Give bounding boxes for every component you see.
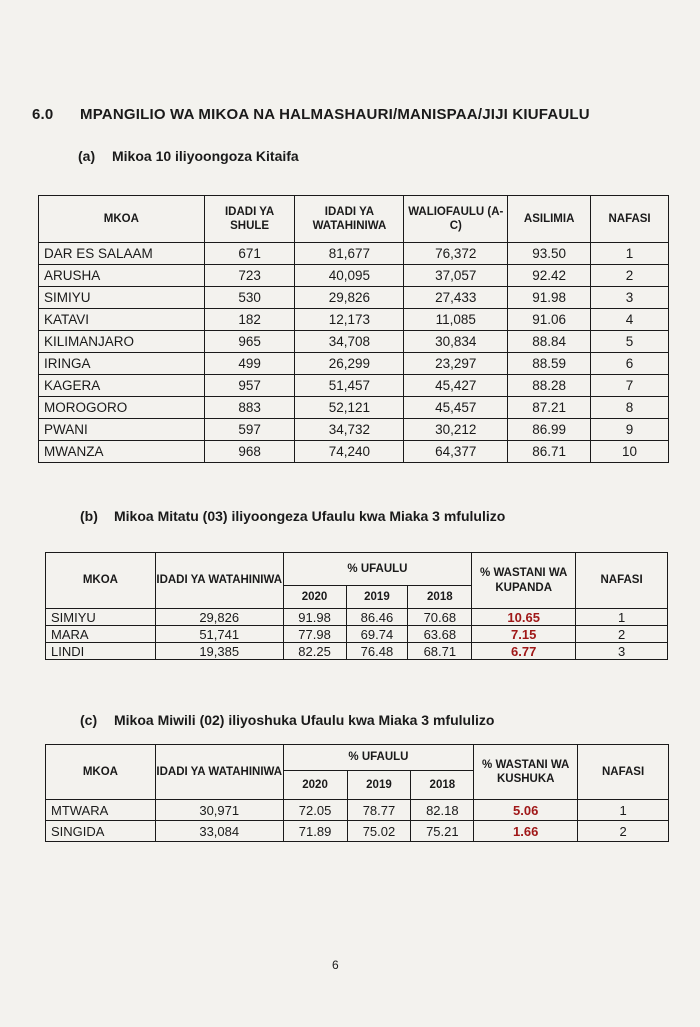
table-cell: 40,095 [295,265,404,287]
table-cell: 69.74 [346,626,408,643]
header-year: 2020 [283,771,347,800]
subsection-label: (a) [78,148,96,164]
table-cell: 23,297 [404,353,508,375]
table-cell: 30,212 [404,419,508,441]
table-cell: 92.42 [508,265,591,287]
table-cell: 64,377 [404,441,508,463]
table-cell: 81,677 [295,243,404,265]
table-cell: 27,433 [404,287,508,309]
section-title: MPANGILIO WA MIKOA NA HALMASHAURI/MANISPAA/JIJI KIUFAULU [80,106,590,123]
region-name-cell: PWANI [39,419,205,441]
table-cell: 86.99 [508,419,591,441]
table-cell: 968 [204,441,295,463]
table-cell: 1 [578,800,669,821]
table-cell: 1.66 [474,821,578,842]
table-cell: 530 [204,287,295,309]
header-nafasi: NAFASI [578,745,669,800]
table-row [46,643,668,660]
table-row [39,397,669,419]
table-cell: 2 [576,626,668,643]
table-cell: 182 [204,309,295,331]
table-cell: 10 [591,441,669,463]
region-name-cell: SIMIYU [39,287,205,309]
table-header-row [39,196,669,243]
region-name-cell: IRINGA [39,353,205,375]
table-cell: 10.65 [472,609,576,626]
region-name-cell: SIMIYU [46,609,156,626]
table-cell: 82.25 [283,643,346,660]
table-cell: 30,834 [404,331,508,353]
region-name-cell: DAR ES SALAAM [39,243,205,265]
table-cell: 6.77 [472,643,576,660]
table-cell: 965 [204,331,295,353]
table-cell: 72.05 [283,800,347,821]
table-cell: 70.68 [408,609,472,626]
table-row [39,287,669,309]
header-cell: WALIOFAULU (A-C) [404,196,508,243]
table-cell: 63.68 [408,626,472,643]
table-cell: 7.15 [472,626,576,643]
table-cell: 82.18 [411,800,474,821]
table-row [39,419,669,441]
table-cell: 499 [204,353,295,375]
table-cell: 30,971 [155,800,283,821]
subsection-text: Mikoa Miwili (02) iliyoshuka Ufaulu kwa Miaka 3 mfululizo [114,712,495,728]
region-name-cell: MTWARA [46,800,156,821]
table-cell: 91.98 [283,609,346,626]
header-cell: IDADI YA SHULE [204,196,295,243]
region-name-cell: MOROGORO [39,397,205,419]
header-wastani: % WASTANI WA KUSHUKA [474,745,578,800]
subsection-label: (c) [80,712,98,728]
region-name-cell: KATAVI [39,309,205,331]
table-cell: 86.46 [346,609,408,626]
table-cell: 45,427 [404,375,508,397]
table-row [46,821,669,842]
table-cell: 26,299 [295,353,404,375]
table-cell: 4 [591,309,669,331]
declined-regions-table [45,744,669,842]
table-cell: 34,708 [295,331,404,353]
table-cell: 7 [591,375,669,397]
table-row [39,353,669,375]
header-year: 2018 [411,771,474,800]
subsection-b-title [80,508,505,524]
table-cell: 957 [204,375,295,397]
subsection-a-title [78,148,299,164]
table-cell: 68.71 [408,643,472,660]
subsection-text: Mikoa 10 iliyoongoza Kitaifa [112,148,299,164]
header-idadi: IDADI YA WATAHINIWA [155,745,283,800]
header-idadi: IDADI YA WATAHINIWA [155,553,283,609]
top-regions-table [38,195,669,463]
table-cell: 74,240 [295,441,404,463]
table-cell: 91.06 [508,309,591,331]
table-cell: 3 [591,287,669,309]
header-year: 2019 [347,771,411,800]
table-cell: 75.02 [347,821,411,842]
table-cell: 71.89 [283,821,347,842]
table-row [39,375,669,397]
table-row [46,609,668,626]
region-name-cell: MARA [46,626,156,643]
region-name-cell: ARUSHA [39,265,205,287]
table-cell: 29,826 [155,609,283,626]
table-cell: 3 [576,643,668,660]
improved-regions-table [45,552,668,660]
table-cell: 597 [204,419,295,441]
region-name-cell: MWANZA [39,441,205,463]
table-cell: 12,173 [295,309,404,331]
region-name-cell: SINGIDA [46,821,156,842]
table-cell: 5 [591,331,669,353]
header-wastani: % WASTANI WA KUPANDA [472,553,576,609]
table-cell: 76.48 [346,643,408,660]
section-heading [32,106,590,123]
table-cell: 9 [591,419,669,441]
table-cell: 2 [578,821,669,842]
table-cell: 88.59 [508,353,591,375]
table-cell: 883 [204,397,295,419]
table-row [39,309,669,331]
table-cell: 86.71 [508,441,591,463]
table-cell: 77.98 [283,626,346,643]
header-year: 2018 [408,586,472,609]
table-cell: 1 [576,609,668,626]
header-cell: NAFASI [591,196,669,243]
table-cell: 51,741 [155,626,283,643]
table-cell: 34,732 [295,419,404,441]
header-year: 2019 [346,586,408,609]
table-row [39,243,669,265]
table-row [39,331,669,353]
table-row [46,800,669,821]
table-cell: 723 [204,265,295,287]
region-name-cell: KILIMANJARO [39,331,205,353]
table-cell: 93.50 [508,243,591,265]
region-name-cell: KAGERA [39,375,205,397]
table-cell: 76,372 [404,243,508,265]
table-cell: 88.84 [508,331,591,353]
table-cell: 19,385 [155,643,283,660]
table-cell: 5.06 [474,800,578,821]
table-cell: 37,057 [404,265,508,287]
table-row [39,441,669,463]
table-cell: 33,084 [155,821,283,842]
header-cell: IDADI YA WATAHINIWA [295,196,404,243]
table-cell: 8 [591,397,669,419]
header-nafasi: NAFASI [576,553,668,609]
table-cell: 45,457 [404,397,508,419]
table-cell: 29,826 [295,287,404,309]
table-cell: 52,121 [295,397,404,419]
header-cell: ASILIMIA [508,196,591,243]
table-cell: 75.21 [411,821,474,842]
table-cell: 91.98 [508,287,591,309]
subsection-text: Mikoa Mitatu (03) iliyoongeza Ufaulu kwa Miaka 3 mfululizo [114,508,506,524]
header-ufaulu: % UFAULU [283,553,472,586]
table-row [39,265,669,287]
subsection-c-title [80,712,494,728]
table-cell: 6 [591,353,669,375]
table-row [46,626,668,643]
subsection-label: (b) [80,508,98,524]
region-name-cell: LINDI [46,643,156,660]
table-cell: 2 [591,265,669,287]
table-cell: 11,085 [404,309,508,331]
header-cell: MKOA [39,196,205,243]
header-mkoa: MKOA [46,553,156,609]
header-mkoa: MKOA [46,745,156,800]
table-cell: 1 [591,243,669,265]
table-cell: 87.21 [508,397,591,419]
header-year: 2020 [283,586,346,609]
table-cell: 78.77 [347,800,411,821]
header-ufaulu: % UFAULU [283,745,474,771]
page-number: 6 [332,958,339,972]
section-number: 6.0 [32,106,54,123]
table-cell: 88.28 [508,375,591,397]
table-cell: 51,457 [295,375,404,397]
table-cell: 671 [204,243,295,265]
